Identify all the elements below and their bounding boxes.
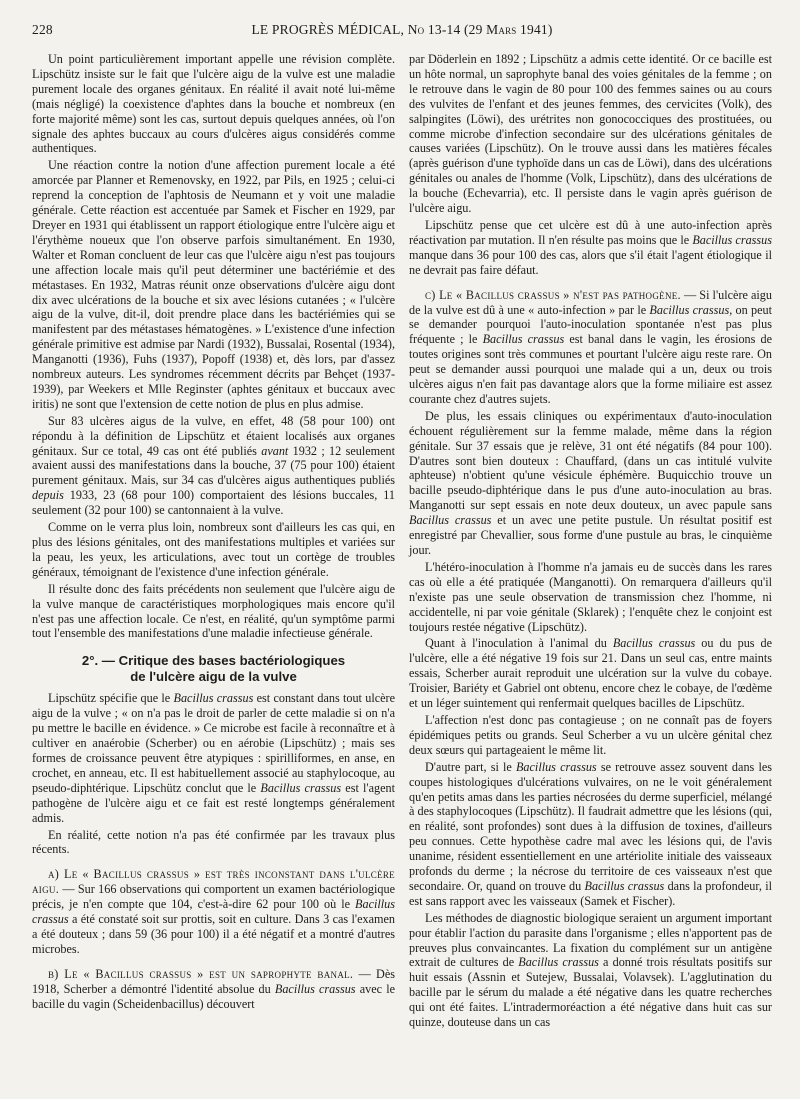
paragraph: Lipschütz pense que cet ulcère est dû à une auto-infection après réactivation par mutation. Il n'en résulte pas moins que le Bacillus crassus manque dans 36 pour 100 des cas, alors que s'il était l'agent étiologique il ne devrait pas faire défaut. [409,217,772,277]
section-heading: 2°. — Critique des bases bactériologiques de l'ulcère aigu de la vulve [81,653,346,685]
paragraph: Comme on le verra plus loin, nombreux sont d'ailleurs les cas qui, en plus des lésions génitales, ont des manifestations multiples et variées sur la peau, les yeux, les articulations, avec tout un cortège de troubles généraux, témoignant de l'existence d'une infection générale. [32,520,395,579]
latin-term: Bacillus crassus [173,691,254,706]
paragraph: D'autre part, si le Bacillus crassus se retrouve assez souvent dans les coupes histologiques d'ulcérations vulvaires, on ne le voit généralement qu'en petits amas dans les parties nécrosées du derme superficiel, mélangé à des staphylocoques (Lipschütz). Il faudrait admettre que les lésions (qui, en réalité, sont profondes) sont dues à la diffusion de toxines, d'ailleurs peu connues. Cette hypothèse cadre mal avec les lésions qui, de l'avis unanime, résident essentiellement en une artériolite initiale des vaisseaux profonds du derme ; la nécrose du territoire de ces vaisseaux n'est que secondaire. Or, quand on trouve du Bacillus crassus dans la profondeur, il est sans rapport avec les vaisseaux (Samek et Fischer). [409,759,772,908]
latin-term: Bacillus crassus [584,878,665,893]
emphasis: depuis [32,488,64,503]
paragraph: Un point particulièrement important appelle une révision complète. Lipschütz insiste sur le fait que l'ulcère aigu de la vulve est une maladie purement locale des organes génitaux. En réalité il avait noté lui-même (mais négligé) la coexistence d'aphtes dans la bouche et nombreux (en forte majorité même) sont les cas, surtout depuis quelques années, où l'on signale des aphtes buccaux au cours d'ulcères aigus considérés comme authentiques. [32,52,395,156]
latin-term: Bacillus crassus [515,759,597,774]
paragraph: Il résulte donc des faits précédents non seulement que l'ulcère aigu de la vulve manque de caractéristiques morphologiques mais encore qu'il n'est pas une affection locale. Ce n'est, en réalité, qu'un symptôme parmi tout l'ensemble des manifestations d'une maladie infectieuse générale. [32,581,395,641]
running-title: LE PROGRÈS MÉDICAL, No 13-14 (29 Mars 1941) [251,22,553,37]
paragraph: Les méthodes de diagnostic biologique seraient un argument important pour établir l'action du parasite dans l'organisme ; elles n'apportent pas de preuves plus convaincantes. La fixation du complément sur un antigène extrait de cultures de Bacillus crassus a donné trois résultats positifs sur huit essais (Assnin et Sutejew, Bussalai, Volavsek). L'agglutination du bacille par le sérum du malade a été négative dans les quatre recherches qui ont été faites. L'intradermoréaction a été négative dans huit cas sur quinze, douteuse dans un cas [409,910,773,1030]
page-number: 228 [32,22,53,37]
subsection-c: c) Le « Bacillus crassus » n'est pas pathogène. — Si l'ulcère aigu de la vulve est dû à une « auto-infection » par le Bacillus crassus, on peut se demander pourquoi l'auto-inoculation spontanée n'est pas plus fréquente ; le Bacillus crassus est banal dans le vagin, les érosions de toutes origines sont très communes et pourtant l'ulcère aigu reste rare. On peut se demander aussi pourquoi une malade qui a un, deux ou trois ulcères aigus n'en fait pas davantage alors que la forme miliaire est assez courante chez d'autres sujets. [409,287,773,406]
subsection-title: b) Le « Bacillus crassus » est un saprophyte banal. [48,966,354,981]
left-column [32,52,395,1030]
latin-term: Bacillus crassus [518,955,599,970]
paragraph: Sur 83 ulcères aigus de la vulve, en effet, 48 (58 pour 100) ont répondu à la définition de Lipschütz et étaient localisés aux organes génitaux. Sur ce total, 49 cas ont été publiés avant 1932 ; 12 seulement avaient aussi des manifestations dans la bouche, 37 (75 pour 100) étaient purement génitaux. Mais, sur 34 cas d'ulcères aigus authentiques publiés depuis 1933, 23 (68 pour 100) comportaient des lésions buccales, 11 seulement (32 pour 100) se cantonnaient à la vulve. [32,413,395,518]
paragraph: L'affection n'est donc pas contagieuse ; on ne connaît pas de foyers épidémiques petits ou grands. Seul Scherber a vu un ulcère génital chez deux sœurs qui partageaient le même lit. [409,712,772,757]
paragraph: par Döderlein en 1892 ; Lipschütz a admis cette identité. Or ce bacille est un hôte normal, un saprophyte banal des voies génitales de la femme ; on le retrouve dans le vagin de 80 pour 100 des femmes saines ou au cours des vulvites de l'enfant et des jeunes femmes, des cervicites (Volk), des salpingites (Löwi), des urétrites non gonococciques des prostituées, ou comme microbe d'infection secondaire sur des ulcérations génitales de causes variées (Lipschütz). On le trouve aussi dans les matières fécales (après guérison d'une typhoïde dans un cas de Löwi), dans des ulcérations génitales ou anales de l'homme (Volk, Lipschütz), dans des ulcérations de la bouche (Echevarria), etc. Il persiste dans le vagin après guérison de l'ulcère aigu. [409,52,772,216]
two-column-body [32,52,772,1030]
subsection-a: a) Le « Bacillus crassus » est très inconstant dans l'ulcère aigu. — Sur 166 observations qui comportent un examen bactériologique précis, je n'en compte que 104, c'est-à-dire 62 pour 100 où le Bacillus crassus a été constaté soit sur prottis, soit en culture. Dans 3 cas l'examen a été douteux ; dans 59 (36 pour 100) il a été négatif et a montré d'autres microbes. [32,867,395,956]
latin-term: Bacillus crassus [274,981,356,996]
emphasis: avant [261,443,289,458]
subsection-title: a) Le « Bacillus crassus » est très inconstant dans l'ulcère aigu. [32,867,395,897]
latin-term: Bacillus crassus [482,332,565,347]
paragraph: De plus, les essais cliniques ou expérimentaux d'auto-inoculation échouent régulièrement sur la femme malade, même dans la région génitale. Sur 37 essais que je relève, 31 ont été négatifs (84 pour 100). D'autres sont bien douteux : Chauffard, (dans un cas intitulé vulvite aphteuse) n'obtient qu'une vésicule éphémère. Buquicchio trouve un bacille pseudo-diphtérique dans le pus d'une auto-inoculation au bras. Manganotti sur sept essais en note deux douteux, un avec papule sans Bacillus crassus et un avec une petite pustule. Un résultat positif est enregistré par Chevallier, sous forme d'une pustule au bras, le cinquième jour. [409,408,772,557]
latin-term: Bacillus crassus [409,513,492,528]
latin-term: Bacillus crassus [692,232,772,247]
latin-term: Bacillus crassus [612,636,696,651]
paragraph: Lipschütz spécifie que le Bacillus crassus est constant dans tout ulcère aigu de la vulve ; « on n'a pas le droit de parler de cette maladie si on n'a pu mettre le bacille en évidence. » Ce microbe est facile à reconnaître et à cultiver en anaérobie (Scherber) ou en aérobie (Lipschütz) ; mais ses formes de croissance peuvent être atypiques : spirilliformes, en anse, en crochet, en anneau, etc. Il est habituellement associé au staphylocoque, au pseudo-diphtérique. Lipschütz conclut que le Bacillus crassus est l'agent pathogène de l'ulcère aigu et ce fait est resté longtemps généralement admis. [32,691,395,825]
paragraph: En réalité, cette notion n'a pas été confirmée par les travaux plus récents. [32,827,395,857]
paragraph: L'hétéro-inoculation à l'homme n'a jamais eu de succès dans les rares cas où elle a été pratiquée (Manganotti). On remarquera d'ailleurs qu'il n'existe pas une seule observation de transmission chez l'homme, ni accidentelle, ni par voie génitale (Sklarek) ; l'enquête chez le conjoint est toujours restée négative (Lipschütz). [409,559,772,634]
paragraph: Quant à l'inoculation à l'animal du Bacillus crassus ou du pus de l'ulcère, elle a été négative 19 fois sur 21. Dans un seul cas, entre maints essais, Scherber aurait reproduit une ulcération sur la vulve du cobaye. Troisier, Bariéty et Gabriel ont obtenu, encore chez le cobaye, de l'œdème et un léger suintement qui renfermait quelques bacilles de Lipschütz. [409,636,773,711]
paragraph: Une réaction contre la notion d'une affection purement locale a été amorcée par Planner et Remenovsky, en 1922, par Pils, en 1925 ; celui-ci reprend la conception de l'aphtosis de Neumann et y voit une maladie générale. Cette réaction est accentuée par Samek et Fischer en 1929, par Dreyer en 1931 qui établissent un rapport étiologique entre l'ulcère aigu et l'érythème noueux que l'on observe parfois simultanément. En 1930, Walter et Roman concluent de leur cas que l'ulcère aigu n'est pas toujours une affection locale mais qu'il peut déterminer une bactériémie et des métastases. En 1932, Matras réunit onze observations d'ulcère aigu dont dix avec ulcérations de la bouche et six avec lésions cutanées ; « l'ulcère aigu de la vulve, dit-il, doit prendre place dans les bactériémies qui se manifestent par des métastases hématogènes. » L'existence d'une infection générale primitive est admise par Nardi (1932), Bussalai, Rosental (1934), Manganotti (1936), Fuhs (1937), Popoff (1938) et, dès lors, par d'assez nombreux auteurs. Les syndromes récemment décrits par Behçet (1937-1939), par Weekers et Mlle Reginster (aphtes génitaux et buccaux avec iritis) ne sont que l'extension de cette notion de plus en plus admise. [32,158,395,411]
latin-term: Bacillus crassus [649,302,730,317]
latin-term: Bacillus crassus [32,897,395,927]
right-column [409,52,772,1030]
page-header [32,22,772,44]
latin-term: Bacillus crassus [260,780,342,795]
subsection-b: b) Le « Bacillus crassus » est un saprophyte banal. — Dès 1918, Scherber a démontré l'identité absolue du Bacillus crassus avec le bacille du vagin (Scheidenbacillus) découvert [32,966,396,1011]
subsection-title: c) Le « Bacillus crassus » n'est pas pathogène. [425,287,681,302]
